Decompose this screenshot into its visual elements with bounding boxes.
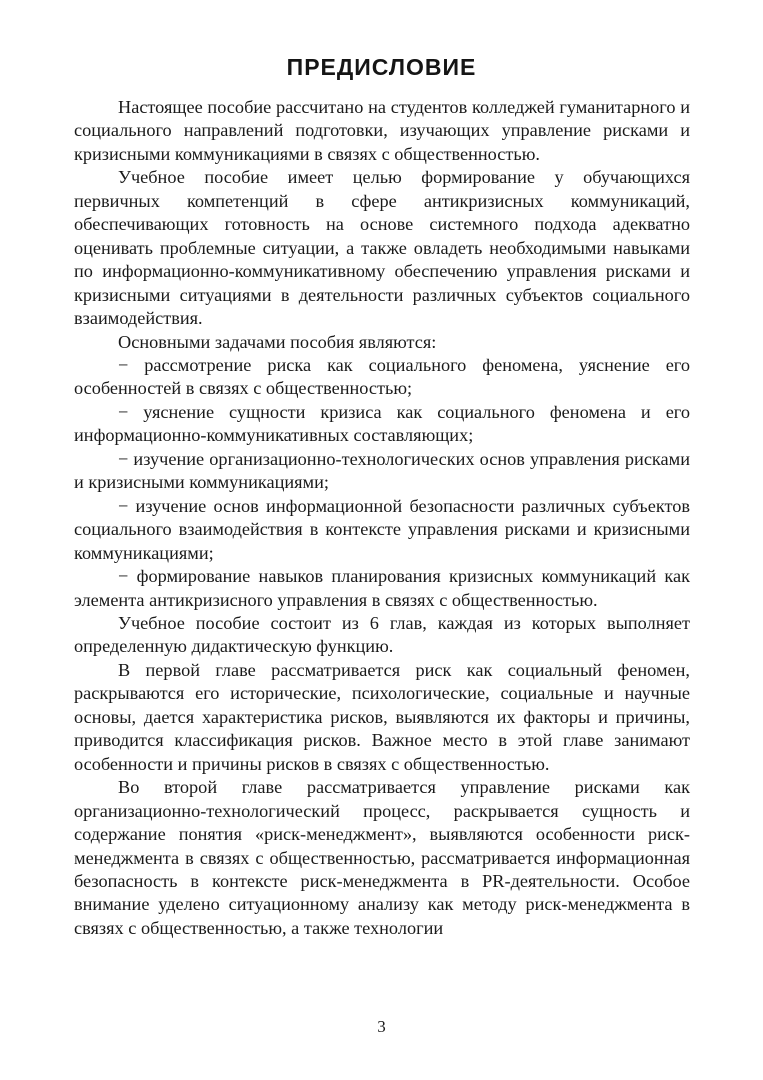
list-item: − рассмотрение риска как социального феномена, уяснение его особенностей в связях с общественностью; — [74, 354, 690, 399]
paragraph: В первой главе рассматривается риск как социальный феномен, раскрываются его исторические, психологические, социальные и научные основы, дается характеристика рисков, выявляются их факторы и причины, приводится классификация рисков. Важное место в этой главе занимают особенности и причины рисков в связях с общественностью. — [74, 659, 690, 774]
page-number: 3 — [377, 1017, 386, 1036]
paragraph: Учебное пособие имеет целью формирование у обучающихся первичных компетенций в сфере антикризисных коммуникаций, обеспечивающих готовность на основе системного подхода адекватно оценивать проблемные ситуации, а также овладеть необходимыми навыками по информационно-коммуникативному обеспечению управления рисками и кризисными ситуациями в деятельности различных субъектов социального взаимодействия. — [74, 167, 690, 329]
page-title: ПРЕДИСЛОВИЕ — [286, 54, 477, 80]
paragraph: Настоящее пособие рассчитано на студентов колледжей гуманитарного и социального направлений подготовки, изучающих управление рисками и кризисными коммуникациями в связях с общественностью. — [74, 97, 690, 164]
paragraph: Во второй главе рассматривается управление рисками как организационно-технологический процесс, раскрывается сущность и содержание понятия «риск-менеджмент», выявляются особенности риск-менеджмента в связях с общественностью, рассматривается информационная безопасность в контексте риск-менеджмента в PR-деятельности. Особое внимание уделено ситуационному анализу как методу риск-менеджмента в связях с общественностью, а также технологии — [74, 777, 690, 938]
paragraph: Учебное пособие состоит из 6 глав, каждая из которых выполняет определенную дидактическую функцию. — [74, 612, 690, 657]
paragraph: Основными задачами пособия являются: — [118, 331, 437, 352]
body-text — [74, 96, 690, 940]
list-item: − формирование навыков планирования кризисных коммуникаций как элемента антикризисного управления в связях с общественностью. — [74, 566, 690, 610]
list-item: − изучение организационно-технологических основ управления рисками и кризисными коммуникациями; — [74, 448, 690, 493]
list-item: − уяснение сущности кризиса как социального феномена и его информационно-коммуникативных составляющих; — [74, 401, 690, 446]
list-item: − изучение основ информационной безопасности различных субъектов социального взаимодействия в контексте управления рисками и кризисными коммуникациями; — [74, 495, 690, 563]
